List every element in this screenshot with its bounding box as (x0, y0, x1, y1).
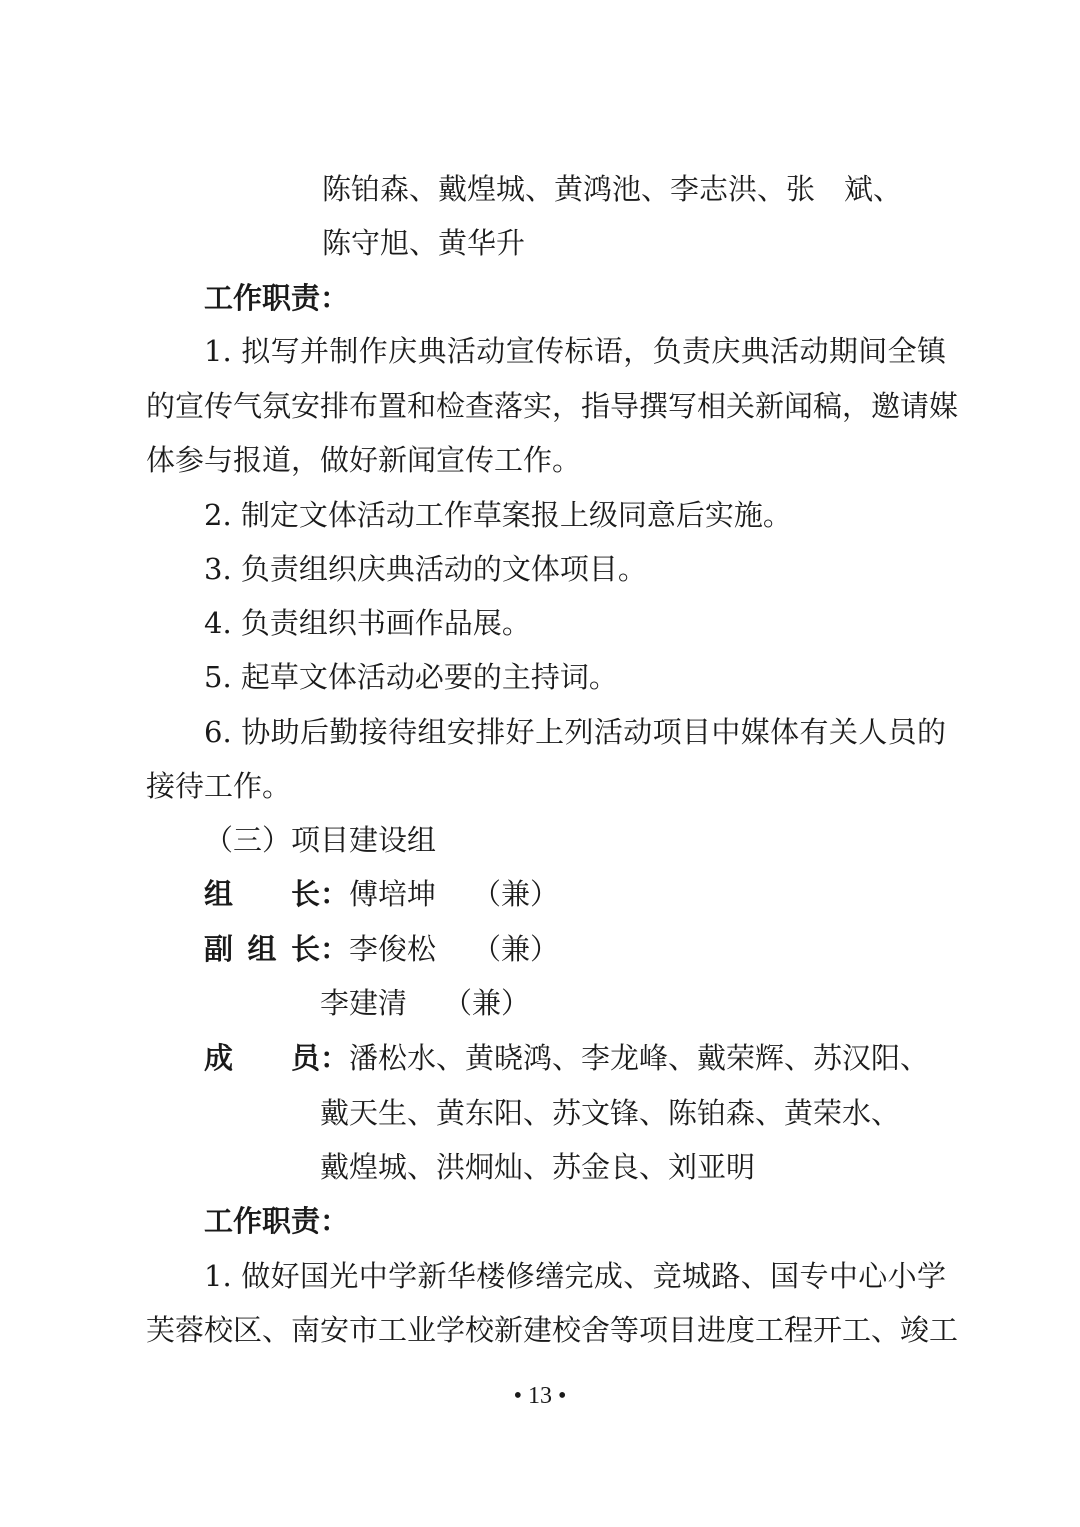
duty-6-line-2: 接待工作。 (146, 769, 292, 803)
duties-heading: 工作职责： (204, 281, 350, 315)
deputy-name-1: 李俊松 (349, 932, 437, 966)
group3-duties-heading: 工作职责： (204, 1204, 350, 1238)
deputy-note-2: （兼） (443, 986, 531, 1020)
members-line-3: 戴煌城、洪炯灿、苏金良、刘亚明 (320, 1150, 756, 1184)
leader-name: 傅培坤 (349, 877, 437, 911)
prev-group-members-line-2: 陈守旭、黄华升 (322, 226, 526, 260)
group3-duty-1-line-2: 芙蓉校区、南安市工业学校新建校舍等项目进度工程开工、竣工 (146, 1313, 959, 1347)
deputy-name-2: 李建清 (320, 986, 408, 1020)
deputy-row-1 (204, 929, 559, 969)
leader-label: 组 长 (204, 877, 320, 911)
duty-6-line-1: 6. 协助后勤接待组安排好上列活动项目中媒体有关人员的 (204, 715, 946, 749)
deputy-label: 副组长 (204, 932, 320, 966)
duty-4: 4. 负责组织书画作品展。 (204, 606, 531, 640)
page-number: • 13 • (513, 1383, 567, 1409)
leader-colon: ： (320, 877, 350, 911)
duty-2: 2. 制定文体活动工作草案报上级同意后实施。 (204, 498, 792, 532)
duty-1-line-2: 的宣传气氛安排布置和检查落实，指导撰写相关新闻稿，邀请媒 (146, 389, 959, 423)
deputy-colon: ： (320, 932, 350, 966)
members-colon: ： (320, 1041, 350, 1075)
duty-1-line-1: 1. 拟写并制作庆典活动宣传标语，负责庆典活动期间全镇 (204, 334, 946, 368)
duty-3: 3. 负责组织庆典活动的文体项目。 (204, 552, 647, 586)
members-label: 成 员 (204, 1041, 320, 1075)
leader-note: （兼） (472, 877, 560, 911)
prev-group-members-line-1: 陈铂森、戴煌城、黄鸿池、李志洪、张 斌、 (322, 172, 903, 206)
members-row (204, 1038, 929, 1078)
group3-duty-1-line-1: 1. 做好国光中学新华楼修缮完成、竞城路、国专中心小学 (204, 1259, 946, 1293)
group-title: （三）项目建设组 (204, 823, 437, 857)
members-line-2: 戴天生、黄东阳、苏文锋、陈铂森、黄荣水、 (320, 1096, 901, 1130)
duty-1-line-3: 体参与报道，做好新闻宣传工作。 (146, 443, 582, 477)
duty-5: 5. 起草文体活动必要的主持词。 (204, 660, 618, 694)
deputy-note-1: （兼） (472, 932, 560, 966)
members-line-1: 潘松水、黄晓鸿、李龙峰、戴荣辉、苏汉阳、 (349, 1041, 930, 1075)
deputy-row-2 (320, 983, 530, 1023)
leader-row (204, 874, 559, 914)
